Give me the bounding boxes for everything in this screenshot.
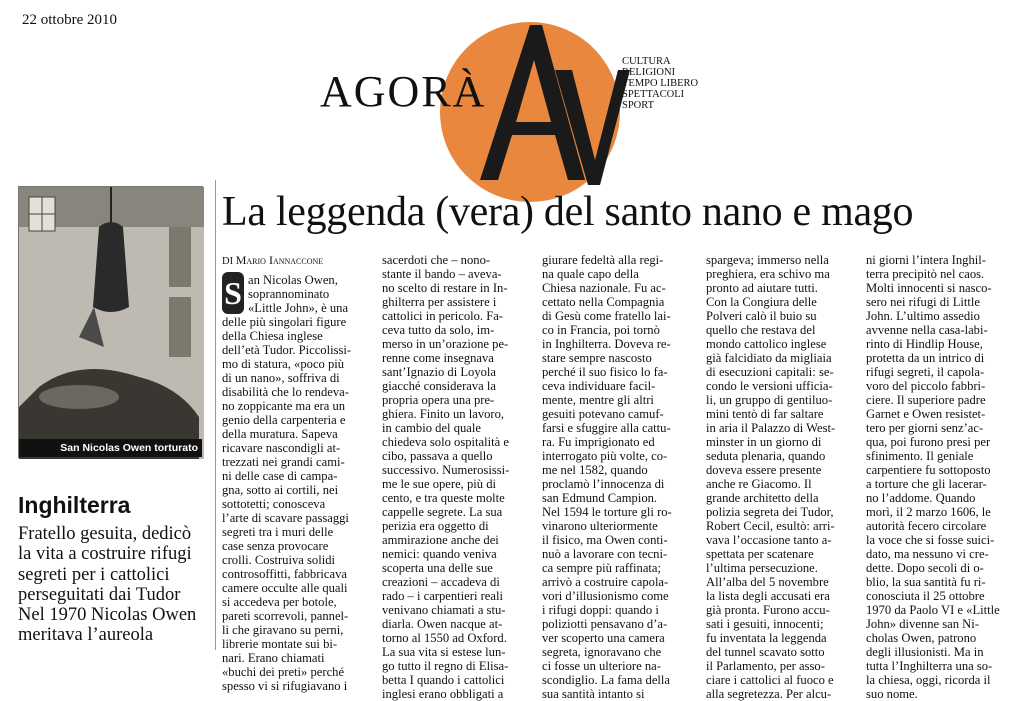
section-label: RELIGIONI	[622, 67, 676, 78]
byline-author: Mario Iannaccone	[235, 253, 324, 267]
article-text-line: All’alba del 5 novembre	[706, 575, 829, 589]
article-text-line: creazioni – accadeva di	[382, 575, 500, 589]
article-text-line: perché il suo fisico lo fa-	[542, 365, 668, 379]
article-text-line: ceva individuare facil-	[542, 379, 656, 393]
article-text-line: della Chiesa inglese	[222, 329, 323, 343]
article-text-line: La sua vita si estese lun-	[382, 645, 506, 659]
article-text-line: disabilità che lo rendeva-	[222, 385, 349, 399]
article-text-line: John. L’ultimo assedio	[866, 309, 980, 323]
article-text-line: doveva essere presente	[706, 463, 822, 477]
article-text-line: librerie montate sui bi-	[222, 637, 338, 651]
article-text-line: mente, mentre gli altri	[542, 393, 654, 407]
article-text-line: fu inventata la leggenda	[706, 631, 827, 645]
article-text-line: cibo, passava a quello	[382, 449, 493, 463]
article-photo	[18, 186, 203, 458]
article-text-line: vava l’occasione tanto a-	[706, 533, 832, 547]
article-text-line: in cambio del quale	[382, 421, 481, 435]
article-text-line: della muratura. Sapeva	[222, 427, 338, 441]
article-text-line: la voce che si fosse suici-	[866, 533, 995, 547]
article-text-line: di esecuzioni capitali: se-	[706, 365, 834, 379]
article-text-line: Con la Congiura delle	[706, 295, 817, 309]
article-text-line: anche re Giacomo. Il	[706, 477, 812, 491]
article-text-line: li, un gruppo di gentiluo-	[706, 393, 833, 407]
article-text-line: camere occulte alle quali	[222, 581, 348, 595]
article-text-line: delle più singolari figure	[222, 315, 347, 329]
article-text-line: polizia segreta dei Tudor,	[706, 505, 834, 519]
article-text-line: carpentiere fu sottoposto	[866, 463, 991, 477]
article-text-line: sacerdoti che – nono-	[382, 253, 491, 267]
article-text-line: go tutto il regno di Elisa-	[382, 659, 509, 673]
article-text-line: degli illusionisti. Ma in	[866, 645, 984, 659]
article-text-line: ghilterra per assistere i	[382, 295, 497, 309]
article-text-line: Garnet e Owen resistet-	[866, 407, 986, 421]
summary-line: perseguitati dai Tudor	[18, 584, 181, 605]
article-text-line: genio della carpenteria e	[222, 413, 346, 427]
article-text-line: merso in un’orazione pe-	[382, 337, 509, 351]
article-text-line: ciare i cattolici al fuoco e	[706, 673, 834, 687]
article-text-line: «buchi dei preti» perché	[222, 665, 345, 679]
article-text-line: ceva tutto da solo, im-	[382, 323, 495, 337]
article-text-line: dell’età Tudor. Piccolissi-	[222, 343, 352, 357]
article-text-line: sati i gesuiti, innocenti;	[706, 617, 824, 631]
article-text-line: spargeva; immerso nella	[706, 253, 829, 267]
article-text-line: l’arte di scavare passaggi	[222, 511, 349, 525]
article-text-line: protetta da un intrico di	[866, 351, 985, 365]
photo-caption: San Nicolas Owen torturato	[19, 439, 202, 457]
article-text-line: suo nome.	[866, 687, 918, 701]
article-text-line: proclamò l’innocenza di	[542, 477, 665, 491]
article-text-line: rifugi segreti, il capola-	[866, 365, 985, 379]
article-text-line: Molti innocenti si nasco-	[866, 281, 992, 295]
article-text-line: interrogato più volte, co-	[542, 449, 668, 463]
article-text-line: scondiglio. La fama della	[542, 673, 670, 687]
issue-date: 22 ottobre 2010	[22, 12, 117, 28]
column-divider	[215, 180, 216, 650]
article-text-line: condo le versioni ufficia-	[706, 379, 833, 393]
summary-line: Nel 1970 Nicolas Owen	[18, 605, 197, 626]
article-text-line: conosciuta il 25 ottobre	[866, 589, 985, 603]
article-text-line: no l’addome. Quando	[866, 491, 976, 505]
article-text-line: trezzati nei grandi cami-	[222, 455, 345, 469]
article-text-line: case senza provocare	[222, 539, 329, 553]
article-text-line: stante il bando – aveva-	[382, 267, 502, 281]
article-text-line: di Gesù come fratello lai-	[542, 309, 671, 323]
byline	[222, 253, 372, 269]
masthead-av-logo-icon	[460, 10, 640, 200]
article-text-line: stare sempre nascosto	[542, 351, 652, 365]
article-text-line: no zoppicante ma era un	[222, 399, 346, 413]
article-text-line: betta I quando i cattolici	[382, 673, 505, 687]
article-text-line: ver scoperto una camera	[542, 631, 665, 645]
article-text-line: già falcidiato da migliaia	[706, 351, 832, 365]
article-text-line: nari. Erano chiamati	[222, 651, 325, 665]
article-column-5	[866, 253, 1016, 701]
article-text-line: minster in un giorno di	[706, 435, 822, 449]
article-text-line: scoperta una delle sue	[382, 561, 493, 575]
article-text-line: gna, sotto ai cortili, nei	[222, 483, 339, 497]
article-text-line: chiedeva solo ospitalità e	[382, 435, 509, 449]
masthead-title: AGORÀ	[320, 67, 487, 116]
article-text-line: me le sue opere, più di	[382, 477, 497, 491]
section-label: CULTURA	[622, 56, 671, 67]
article-text-line: giurare fedeltà alla regi-	[542, 253, 664, 267]
article-text-line: no scelto di restare in In-	[382, 281, 508, 295]
article-text-line: poliziotti pensavano d’a-	[542, 617, 668, 631]
article-text-line: sottotetti; conosceva	[222, 497, 326, 511]
article-text-line: seduta plenaria, quando	[706, 449, 826, 463]
article-text-line: blio, la sua santità fu ri-	[866, 575, 986, 589]
article-text-line: pareti scorrevoli, pannel-	[222, 609, 349, 623]
article-text-line: in aria il Palazzo di West-	[706, 421, 836, 435]
article-text-line: controsoffitti, fabbricava	[222, 567, 347, 581]
article-text-line: Nel 1594 le torture gli ro-	[542, 505, 672, 519]
article-text-line: del tunnel scavato sotto	[706, 645, 825, 659]
article-text-line: mondo cattolico inglese	[706, 337, 827, 351]
article-text-line: John» divenne san Ni-	[866, 617, 979, 631]
article-text-line: mo di statura, «poco più	[222, 357, 345, 371]
article-column-4	[706, 253, 856, 701]
article-text-line: «Little John», è una	[248, 301, 349, 315]
article-headline: La leggenda (vera) del santo nano e mago	[222, 189, 914, 235]
article-text-line: spettata per scatenare	[706, 547, 814, 561]
article-text-line: farsi e sfuggire alla cattu-	[542, 421, 671, 435]
article-text-line: grande architetto della	[706, 491, 819, 505]
summary-line: meritava l’aureola	[18, 625, 154, 646]
article-text-line: qua, poi furono presi per	[866, 435, 991, 449]
article-text-line: cento, e tra queste molte	[382, 491, 505, 505]
sidebar-title: Inghilterra	[18, 492, 131, 518]
article-text-line: Chiesa nazionale. Fu ac-	[542, 281, 666, 295]
masthead-sections	[622, 56, 698, 111]
article-text-line: diarla. Owen nacque at-	[382, 617, 503, 631]
article-text-line: ghiera. Finito un lavoro,	[382, 407, 505, 421]
article-text-line: me nel 1582, quando	[542, 463, 648, 477]
article-text-line: pronto ad aiutare tutti.	[706, 281, 818, 295]
article-text-line: nuò a lavorare con tecni-	[542, 547, 668, 561]
article-column-3	[542, 253, 692, 701]
article-text-line: Polveri calò il buio su	[706, 309, 817, 323]
article-text-line: si accedeva per botole,	[222, 595, 337, 609]
article-text-line: sfinimento. Il geniale	[866, 449, 974, 463]
article-text-line: avvenne nella casa-labi-	[866, 323, 988, 337]
article-text-line: ciere. Il superiore padre	[866, 393, 986, 407]
article-text-line: a torture che gli lacerar-	[866, 477, 987, 491]
article-text-line: dette. Dopo secoli di o-	[866, 561, 984, 575]
article-text-line: vinarono ulteriormente	[542, 519, 658, 533]
article-text-line: 1970 da Paolo VI e «Little	[866, 603, 1000, 617]
article-text-line: sero nei rifugi di Little	[866, 295, 981, 309]
drop-cap: S	[222, 272, 244, 314]
article-text-line: perizia era oggetto di	[382, 519, 489, 533]
article-text-line: voro del piccolo fabbri-	[866, 379, 986, 393]
article-text-line: segreta, ignoravano che	[542, 645, 662, 659]
article-text-line: cappelle segrete. La sua	[382, 505, 503, 519]
article-text-line: an Nicolas Owen,	[248, 273, 338, 287]
article-text-line: ammirazione anche dei	[382, 533, 499, 547]
article-text-line: ra. Fu imprigionato ed	[542, 435, 655, 449]
article-text-line: ni delle case di campa-	[222, 469, 338, 483]
article-text-line: morì, il 2 marzo 1606, le	[866, 505, 991, 519]
article-text-line: mini tentò di far saltare	[706, 407, 824, 421]
sidebar-summary	[18, 524, 208, 646]
article-text-line: la chiesa, oggi, ricorda il	[866, 673, 991, 687]
article-text-line: li che giravano su perni,	[222, 623, 344, 637]
article-text-line: ni giorni l’intera Inghil-	[866, 253, 986, 267]
article-text-line: cholas Owen, patrono	[866, 631, 977, 645]
article-text-line: rinto di Hindlip House,	[866, 337, 983, 351]
article-text-line: rado – i carpentieri reali	[382, 589, 503, 603]
article-column-1	[222, 253, 372, 693]
article-text-line: ci fosse un ulteriore na-	[542, 659, 661, 673]
article-text-line: giacché considerava la	[382, 379, 496, 393]
article-text-line: ca sempre più raffinata;	[542, 561, 662, 575]
article-text-line: nemici: quando veniva	[382, 547, 497, 561]
article-text-line: ricavare nascondigli at-	[222, 441, 341, 455]
article-text-line: la lista degli accusati era	[706, 589, 830, 603]
byline-prefix: DI	[222, 256, 234, 267]
article-text-line: in Inghilterra. Doveva re-	[542, 337, 671, 351]
article-text-line: quello che restava del	[706, 323, 816, 337]
article-text-line: il fisico, ma Owen conti-	[542, 533, 668, 547]
article-text-line: il Parlamento, per asso-	[706, 659, 825, 673]
article-text-line: tero per giorni senz’ac-	[866, 421, 984, 435]
article-text-line: l’ultima persecuzione.	[706, 561, 818, 575]
article-text-line: propria opera una pre-	[382, 393, 495, 407]
section-label: TEMPO LIBERO	[622, 78, 699, 89]
article-text-line: co in Francia, poi tornò	[542, 323, 660, 337]
article-text-line: Robert Cecil, esultò: arri-	[706, 519, 835, 533]
article-text-line: inglesi erano obbligati a	[382, 687, 504, 701]
article-text-line: soprannominato	[248, 287, 330, 301]
section-label: SPORT	[622, 100, 655, 111]
article-text-line: na quale capo della	[542, 267, 639, 281]
article-text-line: terra precipitò nel caos.	[866, 267, 985, 281]
article-text-line: cettato nella Compagnia	[542, 295, 665, 309]
article-text-line: sant’Ignazio di Loyola	[382, 365, 497, 379]
article-text-line: gesuiti potevano camuf-	[542, 407, 664, 421]
summary-line: Fratello gesuita, dedicò	[18, 524, 192, 544]
article-text-line: cattolici in pericolo. Fa-	[382, 309, 503, 323]
article-text-line: sua santità intanto si	[542, 687, 645, 701]
article-text-line: vori d’illusionismo come	[542, 589, 669, 603]
article-text-line: alla segretezza. Per alcu-	[706, 687, 832, 701]
article-text-line: i rifugi doppi: quando i	[542, 603, 659, 617]
article-text-line: renne come insegnava	[382, 351, 494, 365]
summary-line: segreti per i cattolici	[18, 564, 170, 585]
section-label: SPETTACOLI	[622, 89, 685, 100]
article-text-line: dato, ma nessuno vi cre-	[866, 547, 989, 561]
torture-engraving-icon	[19, 187, 204, 459]
article-text-line: autorità fecero circolare	[866, 519, 987, 533]
article-text-line: tutta l’Inghilterra una so-	[866, 659, 993, 673]
article-text-line: preghiera, era schivo ma	[706, 267, 830, 281]
article-text-line: di un nano», soffriva di	[222, 371, 340, 385]
article-column-2	[382, 253, 532, 701]
article-text-line: segreti tra i muri delle	[222, 525, 334, 539]
article-text-line: torno al 1550 ad Oxford.	[382, 631, 507, 645]
article-text-line: già pronta. Furono accu-	[706, 603, 830, 617]
article-text-line: san Edmund Campion.	[542, 491, 658, 505]
article-text-line: arrivò a costruire capola-	[542, 575, 669, 589]
article-text-line: spesso vi si rifugiavano i	[222, 679, 348, 693]
article-text-line: successivo. Numerosissi-	[382, 463, 510, 477]
article-text-line: venivano chiamati a stu-	[382, 603, 506, 617]
article-text-line: crolli. Costruiva solidi	[222, 553, 335, 567]
summary-line: la vita a costruire rifugi	[18, 544, 192, 565]
